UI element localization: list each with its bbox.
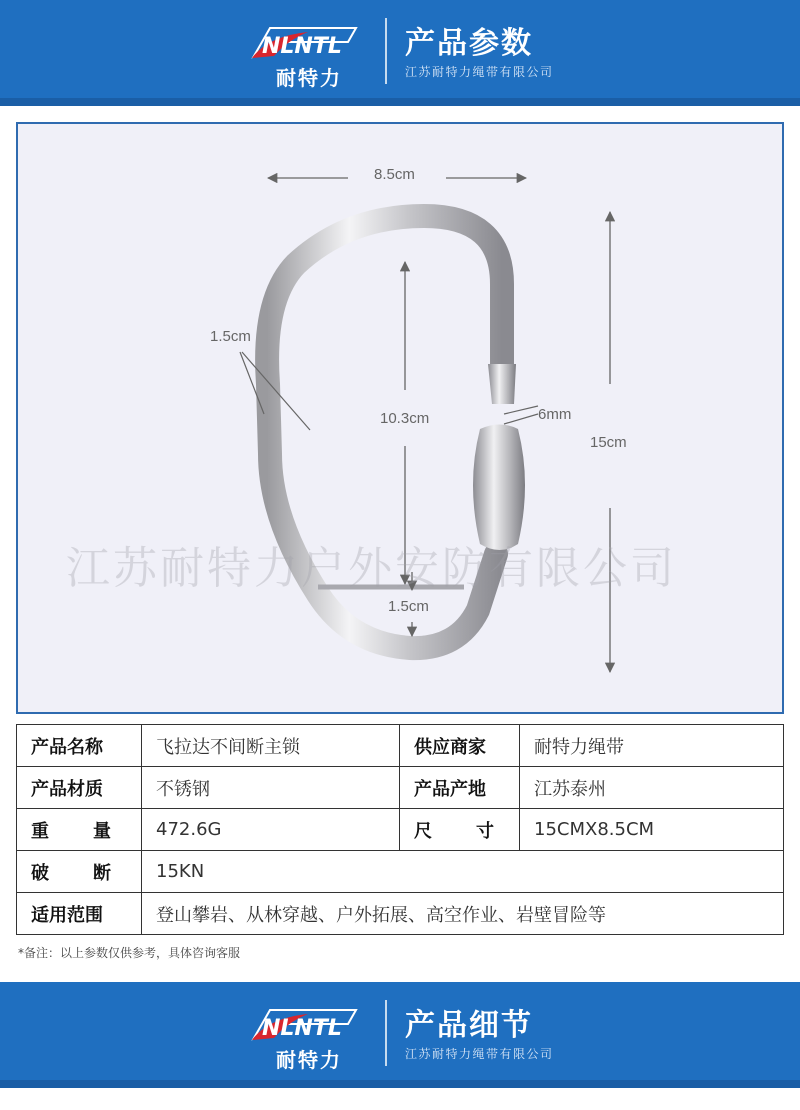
- value-size: 15CMX8.5CM: [520, 809, 784, 851]
- value-supplier: 耐特力绳带: [520, 725, 784, 767]
- value-material: 不锈钢: [142, 767, 400, 809]
- gate-tip: [488, 364, 516, 404]
- table-row: [17, 851, 784, 893]
- spec-table: [16, 724, 784, 935]
- banner-shade: [0, 98, 800, 106]
- logo-cn-text: 耐特力: [276, 66, 342, 90]
- banner-subtitle: 江苏耐特力绳带有限公司: [405, 1047, 554, 1061]
- logo-text: NLNTL: [262, 34, 342, 59]
- dim-gap: 6mm: [538, 406, 572, 423]
- banner-divider: [385, 18, 387, 84]
- logo-cn-text: 耐特力: [276, 1048, 342, 1072]
- table-row: [17, 725, 784, 767]
- banner-subtitle: 江苏耐特力绳带有限公司: [405, 65, 554, 79]
- banner-divider: [385, 1000, 387, 1066]
- gap-leader-1: [504, 406, 538, 414]
- header-banner: [0, 0, 800, 106]
- banner-shade: [0, 1080, 800, 1088]
- value-usage: 登山攀岩、从林穿越、户外拓展、高空作业、岩壁冒险等: [142, 893, 784, 935]
- table-row: [17, 767, 784, 809]
- brand-logo: [248, 22, 368, 92]
- value-product-name: 飞拉达不间断主锁: [142, 725, 400, 767]
- label-breaking-char-1: 破: [31, 862, 49, 884]
- banner-title: 产品细节: [405, 1008, 533, 1043]
- label-breaking: [17, 851, 142, 893]
- watermark-text: 江苏耐特力户外安防有限公司: [66, 543, 677, 594]
- banner-title: 产品参数: [405, 26, 533, 61]
- value-breaking: 15KN: [142, 851, 784, 893]
- dim-height: 15cm: [590, 434, 627, 451]
- brand-logo: [248, 1004, 368, 1074]
- gap-leader-2: [504, 414, 538, 424]
- label-weight-char-1: 重: [31, 820, 49, 842]
- value-origin: 江苏泰州: [520, 767, 784, 809]
- logo-text: NLNTL: [262, 1016, 342, 1041]
- label-weight: [17, 809, 142, 851]
- label-size-char-1: 尺: [414, 820, 432, 842]
- label-breaking-char-2: 断: [93, 862, 111, 884]
- label-weight-char-2: 量: [93, 820, 111, 842]
- dim-bottom-thickness: 1.5cm: [388, 598, 429, 615]
- label-size-char-2: 寸: [476, 820, 494, 842]
- table-row: [17, 893, 784, 935]
- label-product-name: 产品名称: [17, 725, 142, 767]
- value-weight: 472.6G: [142, 809, 400, 851]
- label-origin: 产品产地: [400, 767, 520, 809]
- product-photo-frame: [16, 122, 784, 714]
- table-row: [17, 809, 784, 851]
- dim-bar-thickness: 1.5cm: [210, 328, 251, 345]
- footer-banner: [0, 982, 800, 1088]
- label-usage: 适用范围: [17, 893, 142, 935]
- label-material: 产品材质: [17, 767, 142, 809]
- remark-note: *备注：以上参数仅供参考，具体咨询客服: [18, 946, 241, 960]
- dim-width: 8.5cm: [374, 166, 415, 183]
- label-supplier: 供应商家: [400, 725, 520, 767]
- dim-inner-height: 10.3cm: [380, 410, 430, 427]
- label-size: [400, 809, 520, 851]
